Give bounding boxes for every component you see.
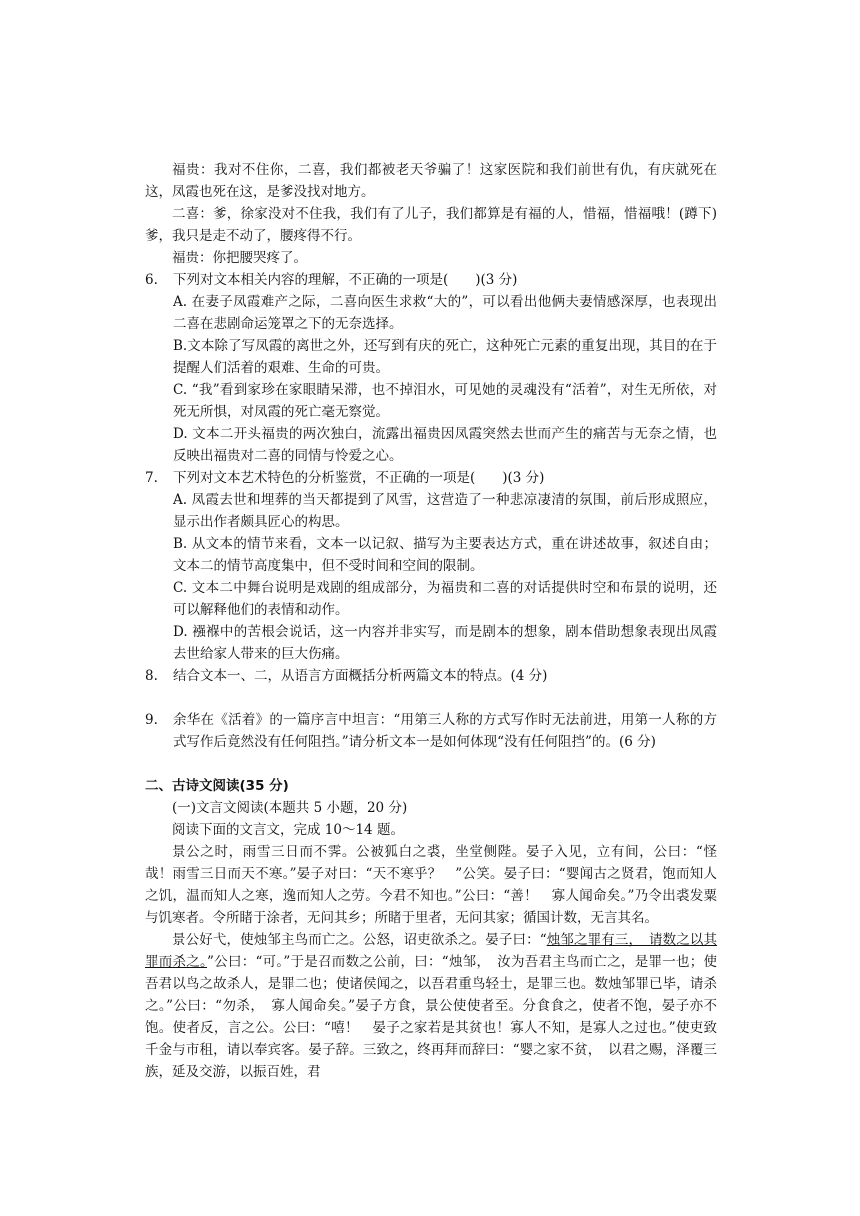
question-number: 7. bbox=[145, 470, 158, 486]
passage-text: 景公好弋，使烛邹主鸟而亡之。公怒，诏吏欲杀之。晏子曰：“ bbox=[172, 932, 547, 948]
question-7-option-c: C. 文本二中舞台说明是戏剧的组成部分，为福贵和二喜的对话提供时空和布景的说明，还可以解释他们的表情和动作。 bbox=[173, 580, 717, 618]
script-line-2: 二喜：爹，徐家没对不住我，我们有了儿子，我们都算是有福的人，惜福，惜福哦！(蹲下)爹，我只是走不动了，腰疼得不行。 bbox=[145, 206, 717, 244]
reading-instruction: 阅读下面的文言文，完成 10～14 题。 bbox=[172, 822, 404, 838]
passage-text: ”公曰：“可。”于是召而数之公前，曰：“烛邹， 汝为吾君主鸟而亡之，是罪一也；使吾君以鸟之故杀人，是罪二也；使诸侯闻之，以吾君重鸟轻士，是罪三也。数烛邹罪已毕，请杀之。”公曰：“勿杀， 寡人闻命矣。”晏子方食，景公使使者至。分食食之，使者不饱，晏子亦不饱。使者反，言之公。公曰：“嘻！ 晏子之家若是其贫也！寡人不知，是寡人之过也。”使吏致千金与市租，请以奉宾客。晏子辞。三致之，终再拜而辞曰：“婴之家不贫， 以君之赐，泽覆三族，延及交游，以振百姓，君 bbox=[145, 954, 718, 1080]
answer-space bbox=[145, 687, 717, 709]
underlined-sentence: 烛邹之罪有三， 请数之以其罪而杀之。 bbox=[145, 932, 717, 970]
question-6-option-b: B.文本除了写凤霞的离世之外，还写到有庆的死亡，这种死亡元素的重复出现，其目的在于提醒人们活着的艰难、生命的可贵。 bbox=[173, 338, 717, 376]
question-9 bbox=[145, 709, 717, 753]
script-line-1: 福贵：我对不住你，二喜，我们都被老天爷骗了！这家医院和我们前世有仇，有庆就死在这，凤霞也死在这，是爹没找对地方。 bbox=[145, 162, 717, 200]
question-6-option-d: D. 文本二开头福贵的两次独白，流露出福贵因凤霞突然去世而产生的痛苦与无奈之情，也反映出福贵对二喜的同情与怜爱之心。 bbox=[173, 426, 717, 464]
question-6-option-a: A. 在妻子凤霞难产之际，二喜向医生求救“大的”，可以看出他俩夫妻情感深厚，也表现出二喜在悲剧命运笼罩之下的无奈选择。 bbox=[173, 294, 717, 332]
question-6 bbox=[145, 269, 717, 291]
document-page bbox=[145, 159, 717, 1083]
question-number: 6. bbox=[145, 272, 158, 288]
script-line-3: 福贵：你把腰哭疼了。 bbox=[172, 250, 307, 266]
question-stem: 下列对文本艺术特色的分析鉴赏，不正确的一项是( )(3 分) bbox=[173, 470, 545, 486]
question-stem: 结合文本一、二，从语言方面概括分析两篇文本的特点。(4 分) bbox=[173, 668, 548, 684]
question-stem: 下列对文本相关内容的理解，不正确的一项是( )(3 分) bbox=[173, 272, 518, 288]
question-stem: 余华在《活着》的一篇序言中坦言：“用第三人称的方式写作时无法前进，用第一人称的方式写作后竟然没有任何阻挡。”请分析文本一是如何体现“没有任何阻挡”的。(6 分) bbox=[173, 712, 717, 750]
question-7-option-b: B. 从文本的情节来看，文本一以记叙、描写为主要表达方式，重在讲述故事，叙述自由；文本二的情节高度集中，但不受时间和空间的限制。 bbox=[173, 536, 717, 574]
section-heading: 二、古诗文阅读(35 分) bbox=[145, 778, 289, 794]
question-7-option-d: D. 襁褓中的苦根会说话，这一内容并非实写，而是剧本的想象，剧本借助想象表现出凤霞去世给家人带来的巨大伤痛。 bbox=[173, 624, 717, 662]
classical-passage-paragraph-1: 景公之时，雨雪三日而不霁。公被狐白之裘，坐堂侧陛。晏子入见，立有间，公曰：“怪哉！雨雪三日而天不寒。”晏子对曰：“天不寒乎？ ”公笑。晏子曰：“婴闻古之贤君，饱而知人之饥，温而知人之寒，逸而知人之劳。今君不知也。”公曰：“善！ 寡人闻命矣。”乃令出裘发粟与饥寒者。令所睹于涂者，无问其乡；所睹于里者，无问其家；循国计数，无言其名。 bbox=[145, 844, 717, 926]
question-number: 8. bbox=[145, 668, 158, 684]
question-6-option-c: C. “我”看到家珍在家眼睛呆滞，也不掉泪水，可见她的灵魂没有“活着”，对生无所依，对死无所惧，对凤霞的死亡毫无察觉。 bbox=[173, 382, 717, 420]
classical-passage-paragraph-2 bbox=[145, 929, 717, 1083]
subsection-heading: (一)文言文阅读(本题共 5 小题，20 分) bbox=[172, 800, 408, 816]
question-7 bbox=[145, 467, 717, 489]
question-8 bbox=[145, 665, 717, 687]
question-number: 9. bbox=[145, 712, 158, 728]
question-7-option-a: A. 凤霞去世和埋葬的当天都提到了风雪，这营造了一种悲凉凄清的氛围，前后形成照应，显示出作者颇具匠心的构思。 bbox=[173, 492, 717, 530]
